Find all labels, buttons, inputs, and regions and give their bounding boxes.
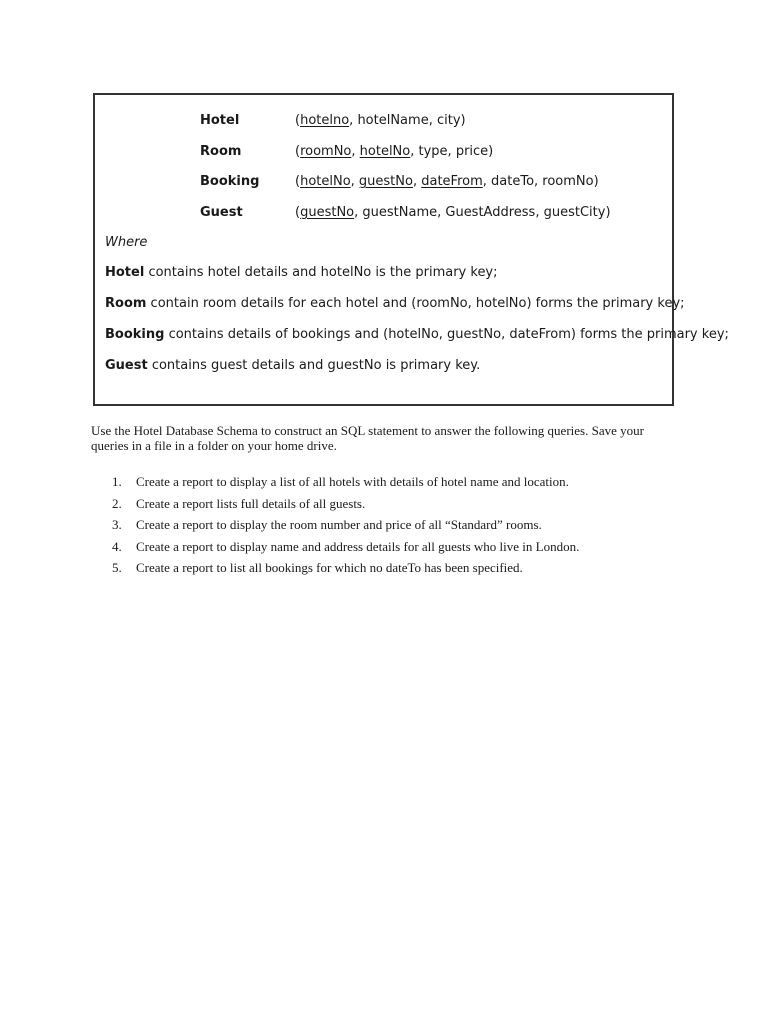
description-booking: Booking contains details of bookings and (hotelNo, guestNo, dateFrom) forms the primary key;	[105, 327, 729, 342]
task-number: 4.	[112, 538, 122, 554]
task-number: 1.	[112, 474, 122, 489]
relation-name: Booking	[200, 174, 260, 189]
relation-row-hotel	[95, 111, 672, 131]
task-item	[91, 472, 579, 494]
task-item	[91, 537, 579, 559]
attribute: hotelName	[357, 113, 429, 128]
schema-box	[93, 93, 729, 406]
attribute: city	[436, 113, 461, 128]
description-term: Hotel	[105, 265, 145, 280]
relation-row-room	[95, 142, 672, 162]
key-attribute: dateFrom	[421, 174, 483, 189]
task-list	[91, 472, 579, 580]
relation-attributes: (hotelno, hotelName, city)	[295, 113, 466, 128]
key-attribute: hotelNo	[359, 144, 411, 159]
key-attribute: guestNo	[300, 205, 355, 220]
relation-attributes: (hotelNo, guestNo, dateFrom, dateTo, roomNo)	[295, 174, 599, 189]
description-term: Room	[105, 296, 147, 311]
description-term: Booking	[105, 327, 165, 342]
key-attribute: hotelno	[300, 113, 350, 128]
task-number: 3.	[112, 517, 122, 532]
task-text: Create a report lists full details of all guests.	[136, 495, 366, 511]
relation-attributes: (roomNo, hotelNo, type, price)	[295, 144, 494, 159]
relation-row-guest	[95, 203, 672, 223]
relation-name: Guest	[200, 205, 243, 220]
attribute: dateTo	[491, 174, 535, 189]
relation-name: Hotel	[200, 113, 240, 128]
task-item	[91, 494, 579, 516]
attribute: type	[418, 144, 448, 159]
task-text: Create a report to display a list of all hotels with details of hotel name and location.	[136, 474, 569, 489]
key-attribute: hotelNo	[300, 174, 351, 189]
relation-attributes: (guestNo, guestName, GuestAddress, guestCity)	[295, 205, 611, 220]
task-text: Create a report to list all bookings for which no dateTo has been specified.	[136, 560, 523, 575]
task-number: 5.	[112, 560, 122, 575]
task-text: Create a report to display the room number and price of all “Standard” rooms.	[136, 517, 542, 532]
where-label: Where	[105, 235, 148, 250]
attribute: guestCity	[543, 205, 606, 220]
description-room: Room contain room details for each hotel and (roomNo, hotelNo) forms the primary key;	[105, 296, 685, 311]
task-item	[91, 515, 579, 537]
attribute: price	[455, 144, 489, 159]
task-text: Create a report to display name and address details for all guests who live in London.	[136, 538, 580, 554]
description-hotel: Hotel contains hotel details and hotelNo is the primary key;	[105, 265, 498, 280]
key-attribute: guestNo	[358, 174, 413, 189]
key-attribute: roomNo	[300, 144, 352, 159]
instructions-paragraph: Use the Hotel Database Schema to construct an SQL statement to answer the following queries. Save your queries in a file in a folder on your home drive.	[91, 423, 644, 453]
attribute: roomNo	[542, 174, 594, 189]
relation-row-booking	[95, 172, 672, 192]
attribute: GuestAddress	[445, 205, 536, 220]
description-guest: Guest contains guest details and guestNo is primary key.	[105, 358, 481, 373]
task-number: 2.	[112, 495, 122, 511]
task-item	[91, 558, 579, 580]
relation-name: Room	[200, 144, 242, 159]
description-term: Guest	[105, 358, 148, 373]
attribute: guestName	[362, 205, 438, 220]
